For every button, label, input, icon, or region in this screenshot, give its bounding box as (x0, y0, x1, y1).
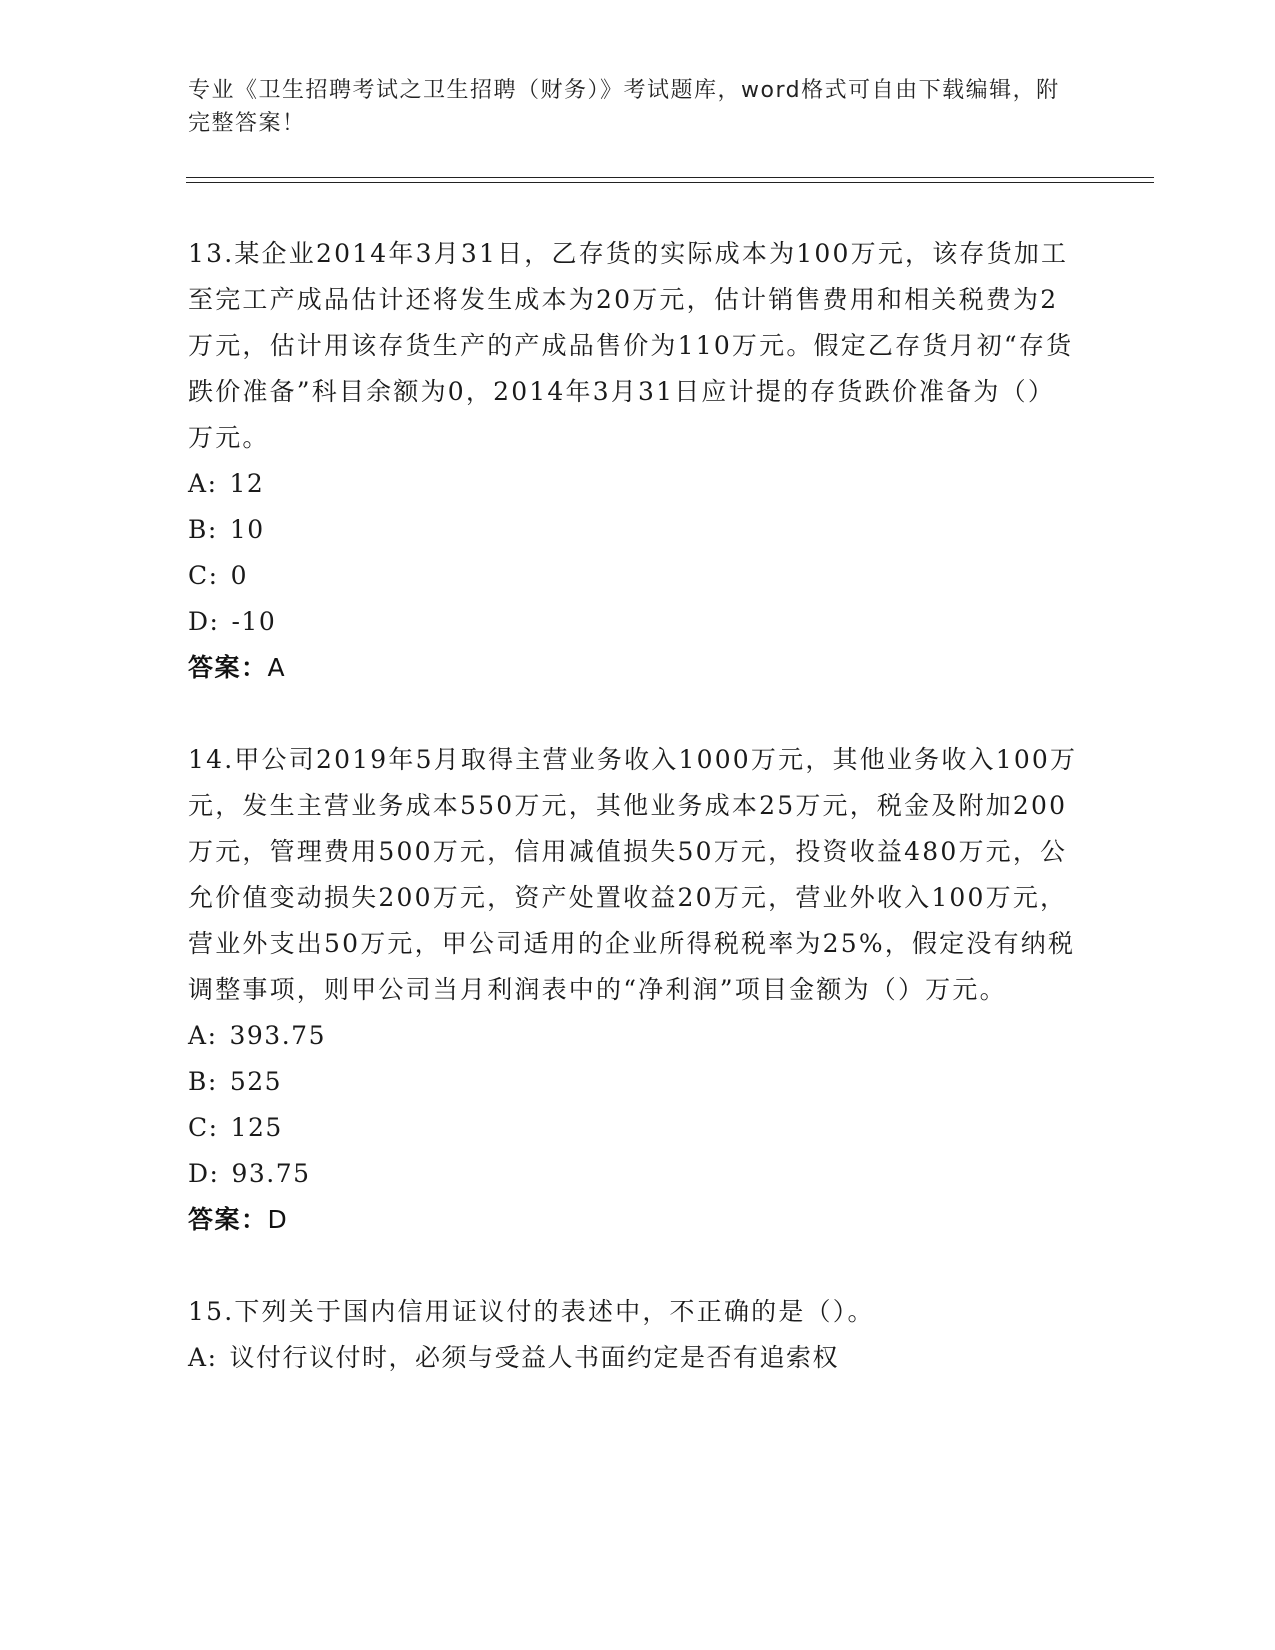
header-rule-top (186, 177, 1154, 178)
answer-label: 答案： (188, 1205, 268, 1234)
option-separator: : (207, 1021, 218, 1050)
answer-label: 答案： (188, 653, 268, 682)
option-separator: : (209, 1159, 220, 1188)
question-number: 13. (188, 239, 235, 268)
question-14 (188, 737, 1078, 1243)
option-letter: B (188, 515, 208, 544)
option-letter: C (188, 561, 209, 590)
question-13 (188, 231, 1078, 691)
question-number: 15. (188, 1297, 235, 1326)
option-a (188, 1013, 1078, 1059)
option-a (188, 1335, 1078, 1381)
question-stem (188, 231, 1078, 461)
answer-value: A (267, 653, 287, 682)
question-15 (188, 1289, 1078, 1381)
answer-line (188, 645, 1078, 691)
option-text: -10 (231, 607, 277, 636)
option-separator: : (208, 1113, 219, 1142)
option-text: 10 (229, 515, 265, 544)
option-separator: : (207, 1343, 218, 1372)
option-b (188, 1059, 1078, 1105)
option-letter: B (188, 1067, 208, 1096)
option-separator: : (207, 515, 218, 544)
option-b (188, 507, 1078, 553)
question-stem (188, 1289, 1078, 1335)
question-text: 甲公司2019年5月取得主营业务收入1000万元，其他业务收入100万元，发生主营业务成本550万元，其他业务成本25万元，税金及附加200万元，管理费用500万元，信用减值损失50万元，投资收益480万元，公允价值变动损失200万元，资产处置收益20万元，营业外收入100万元，营业外支出50万元，甲公司适用的企业所得税税率为25%，假定没有纳税调整事项，则甲公司当月利润表中的“净利润”项目金额为（）万元。 (188, 745, 1078, 1004)
option-separator: : (209, 607, 220, 636)
question-list (188, 231, 1078, 1427)
option-text: 议付行议付时，必须与受益人书面约定是否有追索权 (229, 1343, 840, 1372)
question-text: 下列关于国内信用证议付的表述中，不正确的是（）。 (234, 1297, 875, 1326)
option-letter: A (188, 1343, 208, 1372)
option-letter: A (188, 1021, 208, 1050)
option-separator: : (207, 1067, 218, 1096)
option-text: 0 (230, 561, 248, 590)
option-separator: : (207, 469, 218, 498)
document-header: 专业《卫生招聘考试之卫生招聘（财务）》考试题库，word格式可自由下载编辑，附完整答案！ (188, 78, 1060, 136)
option-text: 393.75 (229, 1021, 326, 1050)
option-a (188, 461, 1078, 507)
option-letter: D (188, 1159, 210, 1188)
option-text: 125 (230, 1113, 283, 1142)
question-number: 14. (188, 745, 235, 774)
answer-value: D (267, 1205, 289, 1234)
option-d (188, 1151, 1078, 1197)
option-letter: A (188, 469, 208, 498)
answer-line (188, 1197, 1078, 1243)
option-letter: D (188, 607, 210, 636)
option-c (188, 1105, 1078, 1151)
option-separator: : (208, 561, 219, 590)
question-stem (188, 737, 1078, 1013)
option-text: 12 (229, 469, 265, 498)
option-text: 93.75 (231, 1159, 311, 1188)
option-c (188, 553, 1078, 599)
question-text: 某企业2014年3月31日，乙存货的实际成本为100万元，该存货加工至完工产成品估计还将发生成本为20万元，估计销售费用和相关税费为2万元，估计用该存货生产的产成品售价为110万元。假定乙存货月初“存货跌价准备”科目余额为0，2014年3月31日应计提的存货跌价准备为（）万元。 (188, 239, 1074, 452)
option-d (188, 599, 1078, 645)
option-letter: C (188, 1113, 209, 1142)
header-rule-bottom (186, 182, 1154, 183)
option-text: 525 (229, 1067, 283, 1096)
